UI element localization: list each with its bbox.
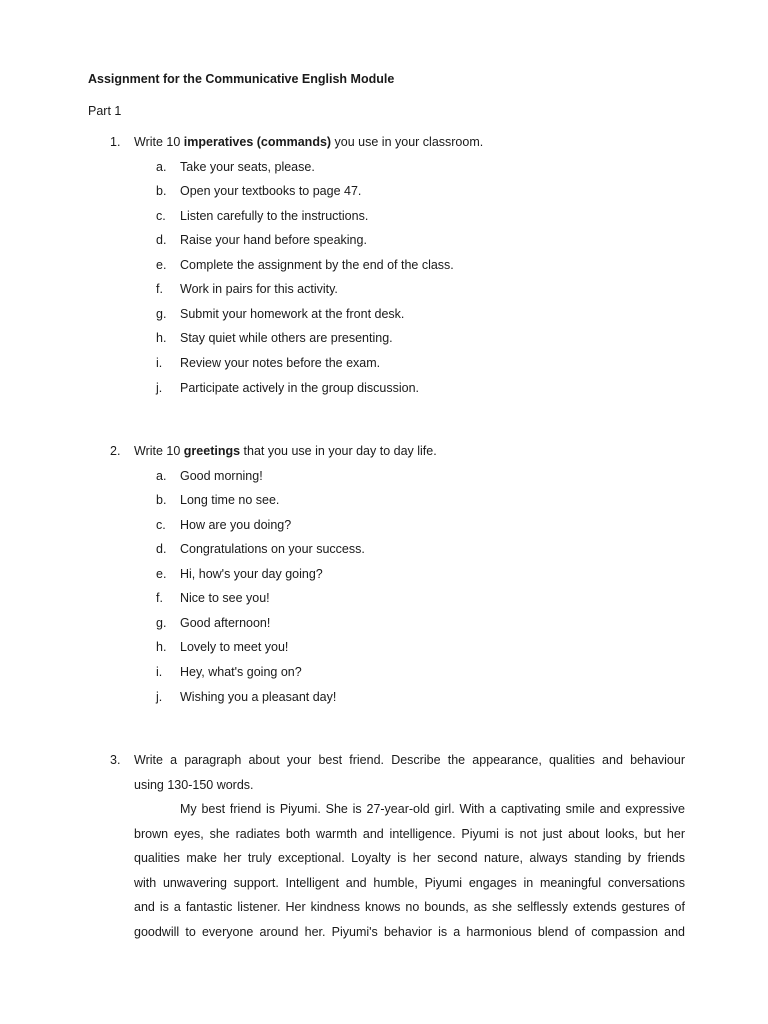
- question-text-post: you use in your classroom.: [331, 135, 484, 149]
- paragraph-line: and is a fantastic listener. Her kindness knows no bounds, as she selflessly extends gestures of: [134, 900, 685, 914]
- list-item-text: Submit your homework at the front desk.: [180, 307, 405, 321]
- list-item-letter: i.: [156, 356, 163, 370]
- list-item-letter: g.: [156, 307, 167, 321]
- list-item-letter: d.: [156, 542, 167, 556]
- list-item-text: Review your notes before the exam.: [180, 356, 381, 370]
- paragraph-line: goodwill to everyone around her. Piyumi's behavior is a harmonious blend of compassion and: [134, 924, 685, 939]
- list-item-text: Good afternoon!: [180, 616, 271, 630]
- paragraph-line: brown eyes, she radiates both warmth and intelligence. Piyumi is not just about looks, but her: [134, 826, 685, 841]
- list-item-letter: b.: [156, 493, 167, 507]
- list-item-letter: g.: [156, 616, 167, 630]
- question-prompt-line: Write a paragraph about your best friend. Describe the appearance, qualities and behaviour: [134, 753, 685, 767]
- list-item-text: Stay quiet while others are presenting.: [180, 331, 393, 345]
- question-text-pre: Write 10: [134, 444, 184, 458]
- list-item-text: Listen carefully to the instructions.: [180, 209, 369, 223]
- question-text: [134, 443, 437, 459]
- list-item-letter: j.: [156, 381, 163, 395]
- list-item-text: Hi, how's your day going?: [180, 567, 323, 581]
- list-item-text: Participate actively in the group discussion.: [180, 381, 420, 395]
- list-item-letter: f.: [156, 282, 163, 296]
- question-text-post: that you use in your day to day life.: [240, 444, 437, 458]
- paragraph-line: with unwavering support. Intelligent and humble, Piyumi engages in meaningful conversations: [134, 875, 685, 890]
- list-item-letter: e.: [156, 258, 167, 272]
- paragraph-line: My best friend is Piyumi. She is 27-year-old girl. With a captivating smile and expressive: [180, 802, 685, 816]
- list-item-text: Take your seats, please.: [180, 160, 315, 174]
- list-item-text: Good morning!: [180, 469, 263, 483]
- list-item-text: Hey, what's going on?: [180, 665, 302, 679]
- list-item-letter: a.: [156, 469, 167, 483]
- question-text-bold: greetings: [183, 444, 241, 458]
- list-item-text: Work in pairs for this activity.: [180, 282, 338, 296]
- list-item-letter: i.: [156, 665, 163, 679]
- list-item-text: Lovely to meet you!: [180, 640, 289, 654]
- list-item-letter: c.: [156, 518, 166, 532]
- list-item-letter: e.: [156, 567, 167, 581]
- list-item-letter: b.: [156, 184, 167, 198]
- question-prompt-line: using 130-150 words.: [134, 777, 254, 792]
- list-item-text: How are you doing?: [180, 518, 292, 532]
- list-item-text: Nice to see you!: [180, 591, 270, 605]
- list-item-text: Wishing you a pleasant day!: [180, 690, 337, 704]
- list-item-text: Complete the assignment by the end of the class.: [180, 258, 454, 272]
- list-item-letter: c.: [156, 209, 166, 223]
- list-item-letter: j.: [156, 690, 163, 704]
- list-item-text: Raise your hand before speaking.: [180, 233, 367, 247]
- list-item-letter: h.: [156, 331, 167, 345]
- list-item-letter: f.: [156, 591, 163, 605]
- question-text: [134, 134, 483, 150]
- question-text-bold: imperatives (commands): [183, 135, 332, 149]
- question-3-body: [134, 748, 685, 944]
- question-text-pre: Write 10: [134, 135, 184, 149]
- question-number: 2.: [110, 444, 121, 458]
- paragraph-line: qualities make her truly exceptional. Loyalty is her second nature, always standing by friends: [134, 851, 685, 865]
- list-item-text: Long time no see.: [180, 493, 280, 507]
- list-item-letter: a.: [156, 160, 167, 174]
- part-heading: Part 1: [88, 104, 122, 118]
- list-item-letter: d.: [156, 233, 167, 247]
- list-item-letter: h.: [156, 640, 167, 654]
- list-item-text: Open your textbooks to page 47.: [180, 184, 362, 198]
- document-title: Assignment for the Communicative English Module: [88, 72, 395, 86]
- question-number: 3.: [110, 753, 121, 767]
- question-number: 1.: [110, 135, 121, 149]
- list-item-text: Congratulations on your success.: [180, 542, 365, 556]
